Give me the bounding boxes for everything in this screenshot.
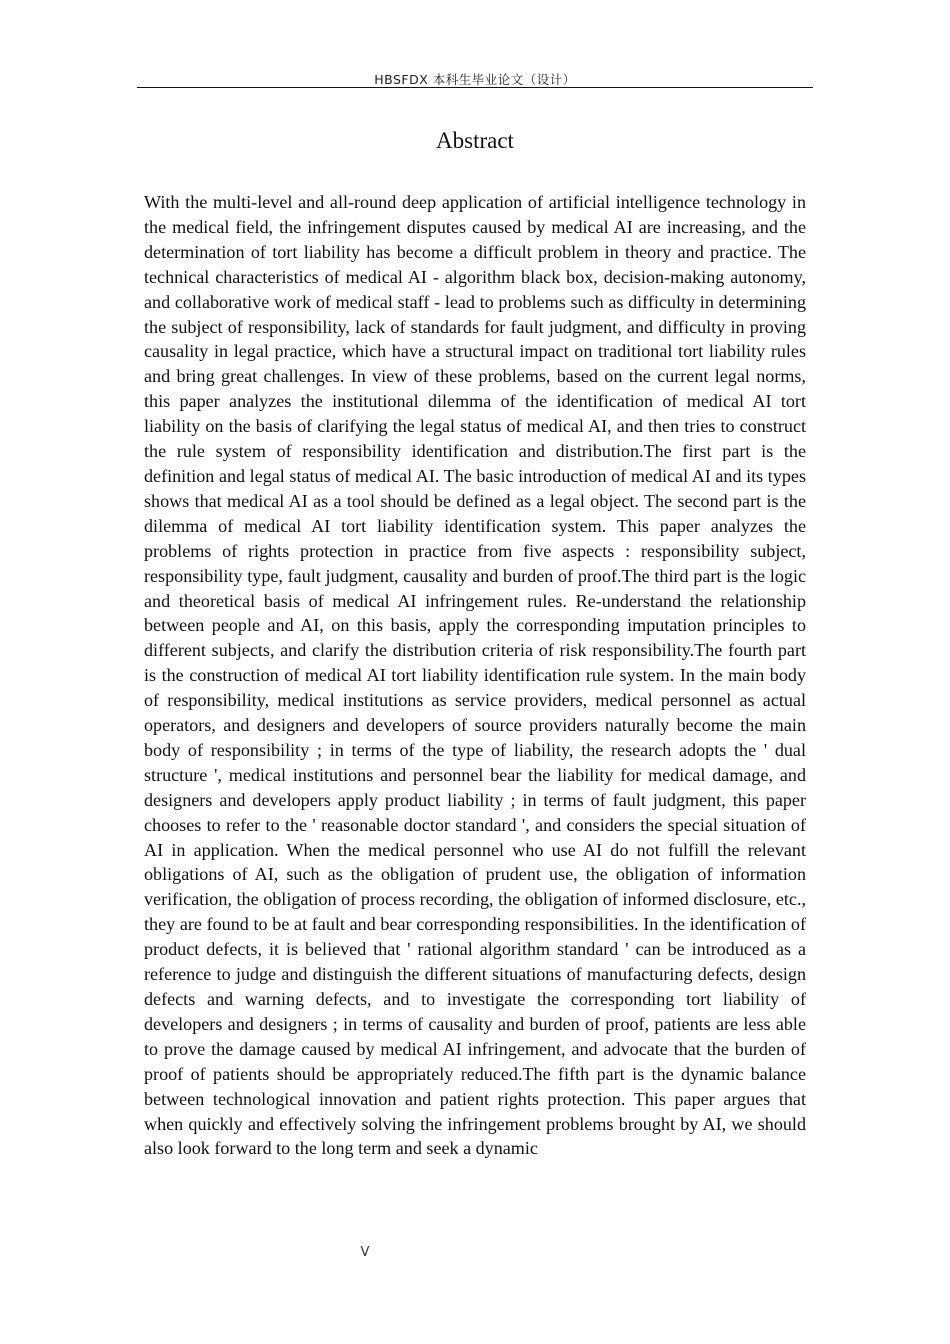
abstract-title: Abstract bbox=[436, 128, 514, 153]
abstract-body: With the multi-level and all-round deep application of artificial intelligence technology in the medical field, the infringement disputes caused by medical AI are increasing, and the determination of tort liability has become a difficult problem in theory and practice. The technical characteristics of medical AI - algorithm black box, decision-making autonomy, and collaborative work of medical staff - lead to problems such as difficulty in determining the subject of responsibility, lack of standards for fault judgment, and difficulty in proving causality in legal practice, which have a structural impact on traditional tort liability rules and bring great challenges. In view of these problems, based on the current legal norms, this paper analyzes the institutional dilemma of the identification of medical AI tort liability on the basis of clarifying the legal status of medical AI, and then tries to construct the rule system of responsibility identification and distribution.The first part is the definition and legal status of medical AI. The basic introduction of medical AI and its types shows that medical AI as a tool should be defined as a legal object. The second part is the dilemma of medical AI tort liability identification system. This paper analyzes the problems of rights protection in practice from five aspects : responsibility subject, responsibility type, fault judgment, causality and burden of proof.The third part is the logic and theoretical basis of medical AI infringement rules. Re-understand the relationship between people and AI, on this basis, apply the corresponding imputation principles to different subjects, and clarify the distribution criteria of risk responsibility.The fourth part is the construction of medical AI tort liability identification rule system. In the main body of responsibility, medical institutions as service providers, medical personnel as actual operators, and designers and developers of source providers naturally become the main body of responsibility ; in terms of the type of liability, the research adopts the ' dual structure ', medical institutions and personnel bear the liability for medical damage, and designers and developers apply product liability ; in terms of fault judgment, this paper chooses to refer to the ' reasonable doctor standard ', and considers the special situation of AI in application. When the medical personnel who use AI do not fulfill the relevant obligations of AI, such as the obligation of prudent use, the obligation of information verification, the obligation of process recording, the obligation of informed disclosure, etc., they are found to be at fault and bear corresponding responsibilities. In the identification of product defects, it is believed that ' rational algorithm standard ' can be introduced as a reference to judge and distinguish the different situations of manufacturing defects, design defects and warning defects, and to investigate the corresponding tort liability of developers and designers ; in terms of causality and burden of proof, patients are less able to prove the damage caused by medical AI infringement, and advocate that the burden of proof of patients should be appropriately reduced.The fifth part is the dynamic balance between technological innovation and patient rights protection. This paper argues that when quickly and effectively solving the infringement problems brought by AI, we should also look forward to the long term and seek a dynamic bbox=[144, 192, 806, 1159]
page-number: V bbox=[360, 1245, 370, 1260]
header-divider bbox=[137, 87, 813, 88]
running-header: HBSFDX 本科生毕业论文（设计） bbox=[374, 72, 576, 87]
